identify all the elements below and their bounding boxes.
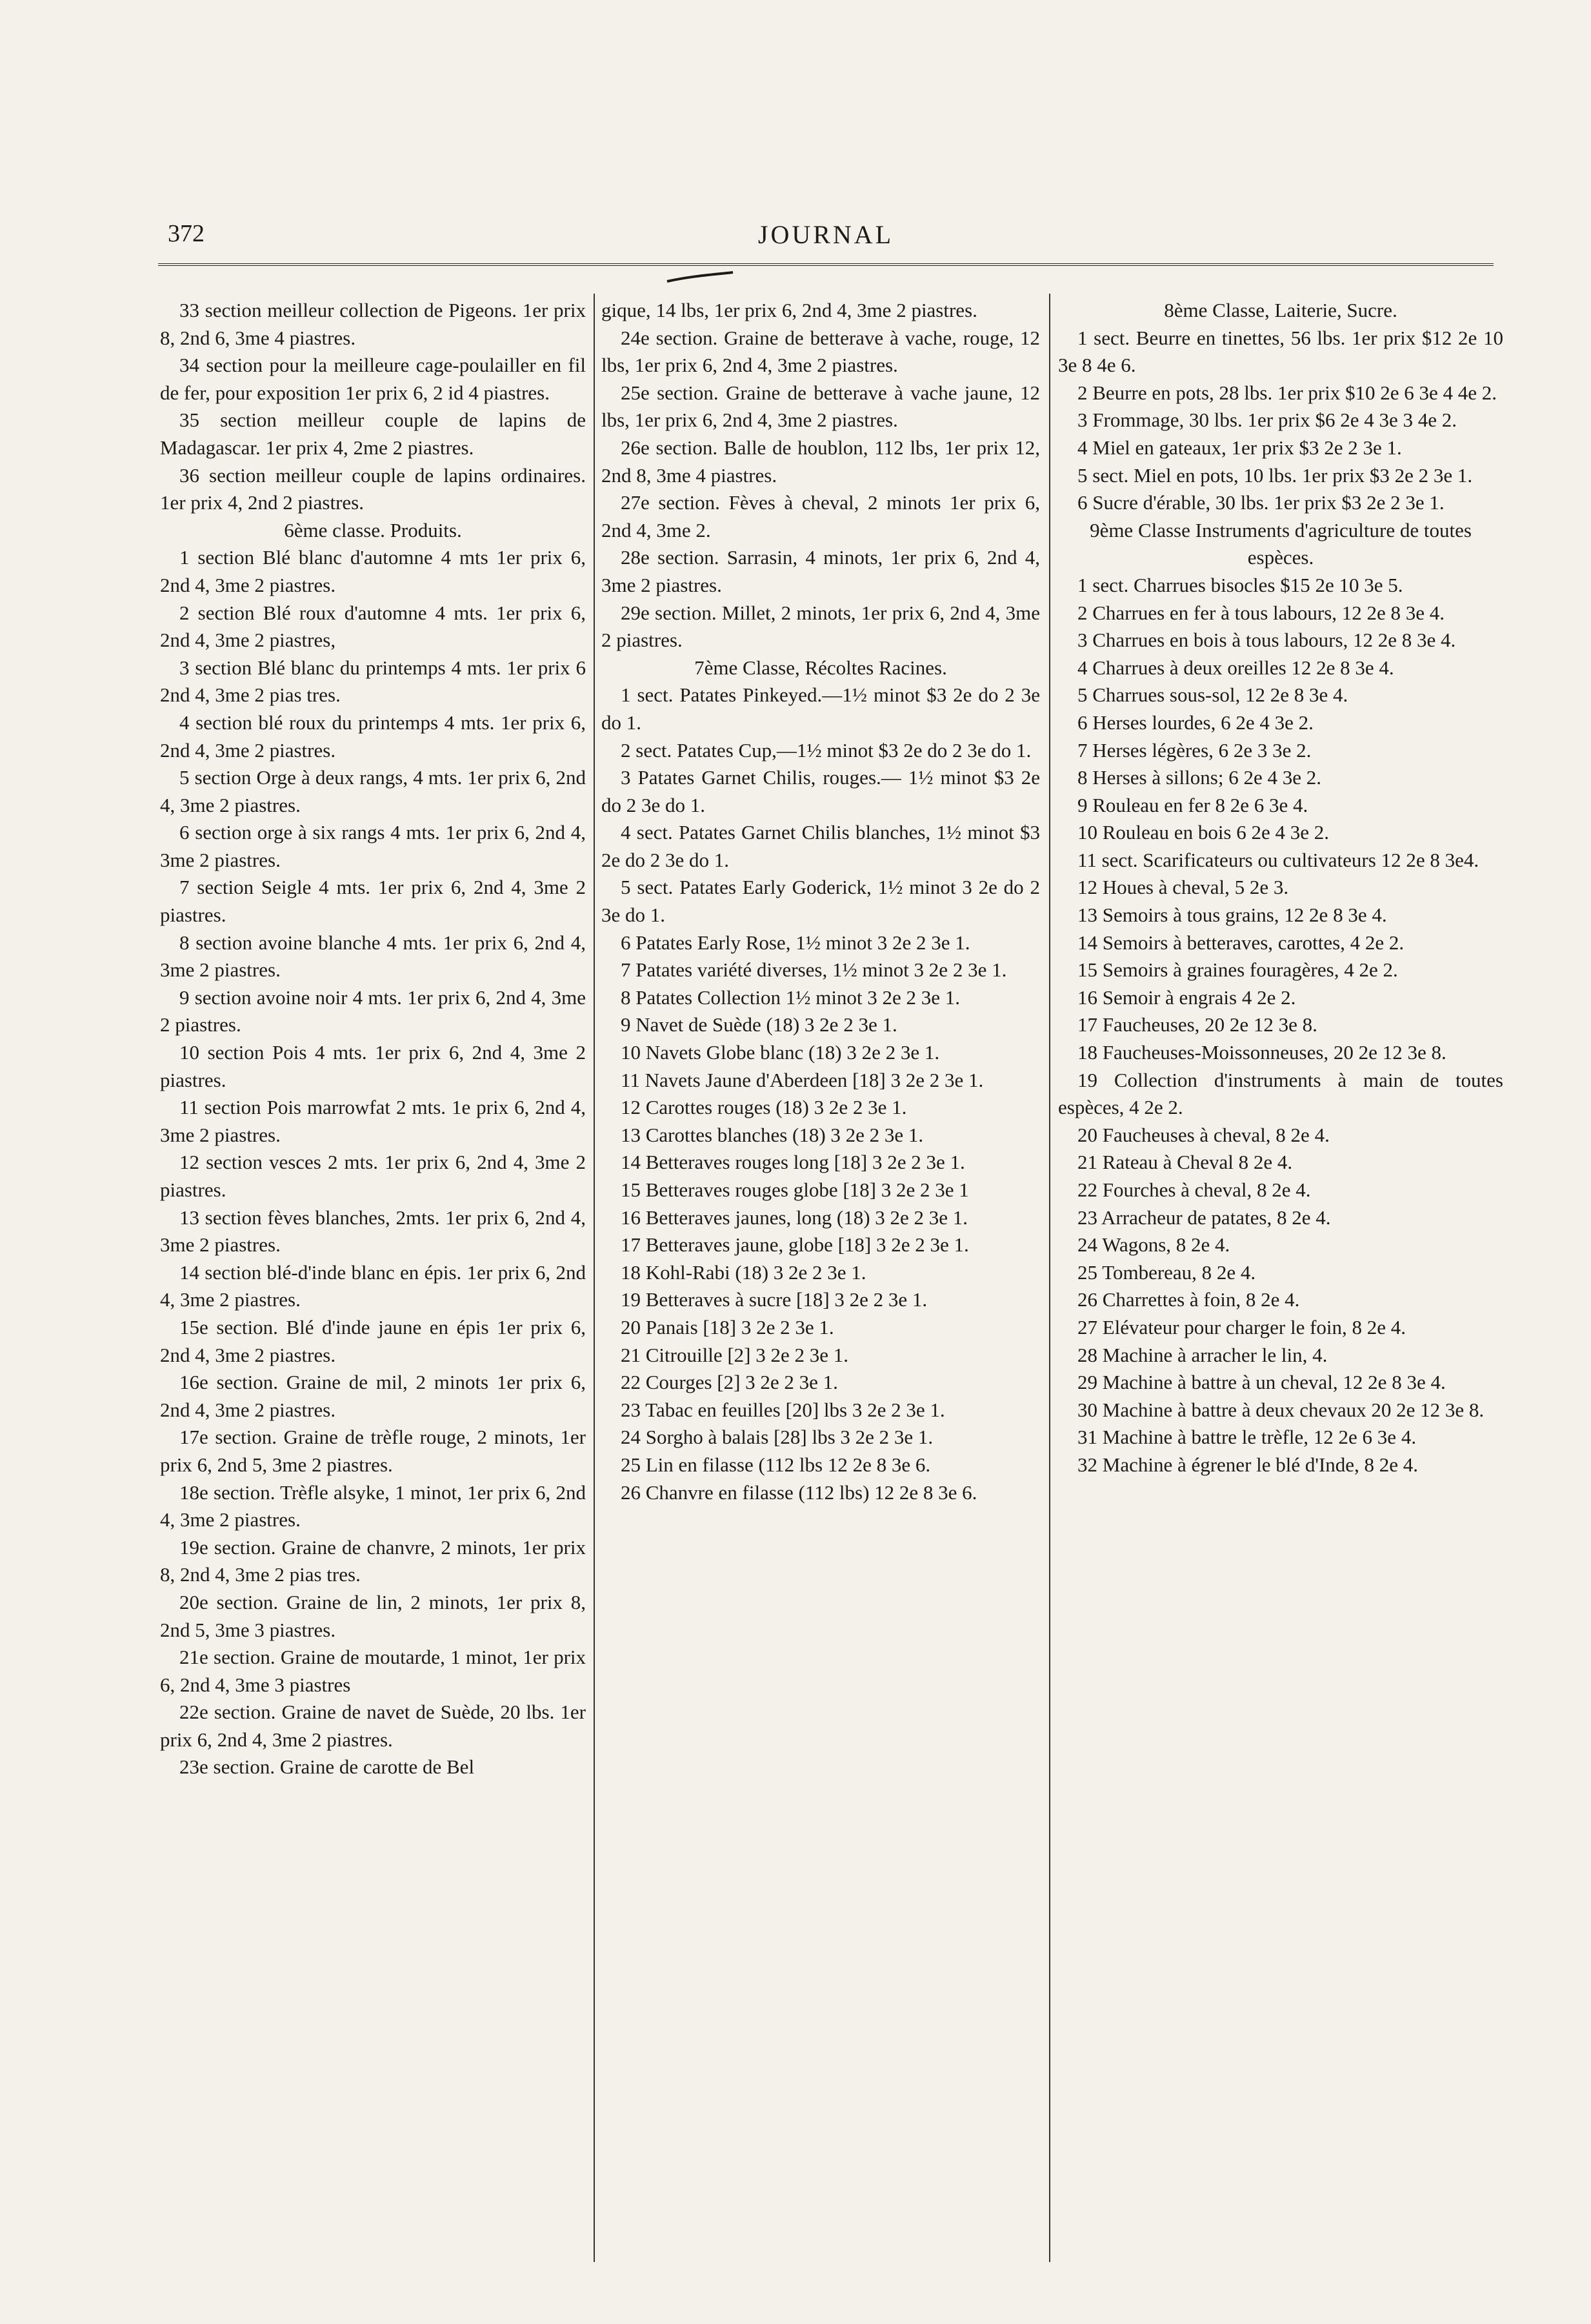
list-entry: 6 Patates Early Rose, 1½ minot 3 2e 2 3e 1. bbox=[621, 931, 970, 954]
list-entry: 24 Wagons, 8 2e 4. bbox=[1077, 1233, 1230, 1257]
list-entry: 2 Beurre en pots, 28 lbs. 1er prix $10 2e 6 3e 4 4e 2. bbox=[1077, 381, 1497, 404]
list-entry: 6 Sucre d'érable, 30 lbs. 1er prix $3 2e 2 3e 1. bbox=[1077, 491, 1445, 514]
list-entry: 10 Navets Globe blanc (18) 3 2e 2 3e 1. bbox=[621, 1041, 940, 1064]
list-entry: 13 section fèves blanches, 2mts. 1er prix 6, 2nd 4, 3me 2 piastres. bbox=[160, 1206, 586, 1257]
list-entry: 11 section Pois marrowfat 2 mts. 1e prix 6, 2nd 4, 3me 2 piastres. bbox=[160, 1096, 586, 1146]
list-entry: 21 Rateau à Cheval 8 2e 4. bbox=[1077, 1151, 1293, 1174]
list-entry: 36 section meilleur couple de lapins ordinaires. 1er prix 4, 2nd 2 piastres. bbox=[160, 463, 586, 514]
list-entry: 22 Courges [2] 3 2e 2 3e 1. bbox=[621, 1371, 838, 1394]
list-entry: 4 section blé roux du printemps 4 mts. 1er prix 6, 2nd 4, 3me 2 piastres. bbox=[160, 711, 586, 762]
list-entry: 35 section meilleur couple de lapins de Madagascar. 1er prix 4, 2me 2 piastres. bbox=[160, 409, 586, 459]
list-entry: 28e section. Sarrasin, 4 minots, 1er prix 6, 2nd 4, 3me 2 piastres. bbox=[601, 546, 1040, 596]
list-entry: 15 Betteraves rouges globe [18] 3 2e 2 3e 1 bbox=[621, 1178, 969, 1201]
header-rule bbox=[158, 263, 1494, 266]
list-entry: 29e section. Millet, 2 minots, 1er prix 6, 2nd 4, 3me 2 piastres. bbox=[601, 601, 1040, 652]
list-entry: 9 section avoine noir 4 mts. 1er prix 6, 2nd 4, 3me 2 piastres. bbox=[160, 985, 586, 1036]
list-entry: 2 section Blé roux d'automne 4 mts. 1er prix 6, 2nd 4, 3me 2 piastres, bbox=[160, 601, 586, 652]
list-entry: 18 Kohl-Rabi (18) 3 2e 2 3e 1. bbox=[621, 1260, 866, 1284]
list-entry: 5 sect. Patates Early Goderick, 1½ minot 3 2e do 2 3e do 1. bbox=[601, 876, 1040, 927]
list-entry: 26 Charrettes à foin, 8 2e 4. bbox=[1077, 1288, 1300, 1311]
list-entry: 4 sect. Patates Garnet Chilis blanches, 1½ minot $3 2e do 2 3e do 1. bbox=[601, 821, 1040, 871]
list-entry: 29 Machine à battre à un cheval, 12 2e 8 3e 4. bbox=[1077, 1371, 1446, 1394]
list-entry: 9 Rouleau en fer 8 2e 6 3e 4. bbox=[1077, 793, 1308, 816]
list-entry: 17 Betteraves jaune, globe [18] 3 2e 2 3e 1. bbox=[621, 1233, 969, 1257]
flourish-ornament bbox=[665, 271, 735, 284]
list-entry: 24e section. Graine de betterave à vache, rouge, 12 lbs, 1er prix 6, 2nd 4, 3me 2 piastres. bbox=[601, 326, 1040, 377]
column-right bbox=[1058, 297, 1503, 1479]
column-middle bbox=[601, 297, 1040, 1506]
column-left bbox=[160, 297, 586, 1781]
list-entry: 27 Elévateur pour charger le foin, 8 2e 4. bbox=[1077, 1315, 1406, 1339]
list-entry: 11 Navets Jaune d'Aberdeen [18] 3 2e 2 3e 1. bbox=[621, 1068, 984, 1091]
section-heading: 7ème Classe, Récoltes Racines. bbox=[694, 656, 947, 679]
list-entry: 25e section. Graine de betterave à vache jaune, 12 lbs, 1er prix 6, 2nd 4, 3me 2 piastres. bbox=[601, 381, 1040, 432]
list-entry: 34 section pour la meilleure cage-poulailler en fil de fer, pour exposition 1er prix 6, 2 id 4 piastres. bbox=[160, 354, 586, 404]
list-entry: 23 Arracheur de patates, 8 2e 4. bbox=[1077, 1206, 1331, 1229]
list-entry: 1 sect. Patates Pinkeyed.—1½ minot $3 2e do 2 3e do 1. bbox=[601, 683, 1040, 734]
list-entry: 3 Patates Garnet Chilis, rouges.— 1½ minot $3 2e do 2 3e do 1. bbox=[601, 766, 1040, 816]
list-entry: 1 sect. Beurre en tinettes, 56 lbs. 1er prix $12 2e 10 3e 8 4e 6. bbox=[1058, 326, 1503, 377]
list-entry: 10 section Pois 4 mts. 1er prix 6, 2nd 4, 3me 2 piastres. bbox=[160, 1041, 586, 1091]
list-entry: 1 sect. Charrues bisocles $15 2e 10 3e 5. bbox=[1077, 573, 1403, 596]
list-entry: 19 Betteraves à sucre [18] 3 2e 2 3e 1. bbox=[621, 1288, 928, 1311]
list-entry: 22 Fourches à cheval, 8 2e 4. bbox=[1077, 1178, 1311, 1201]
list-entry: 21e section. Graine de moutarde, 1 minot, 1er prix 6, 2nd 4, 3me 3 piastres bbox=[160, 1646, 586, 1696]
list-entry: 14 Semoirs à betteraves, carottes, 4 2e 2. bbox=[1077, 931, 1405, 954]
list-entry: 21 Citrouille [2] 3 2e 2 3e 1. bbox=[621, 1343, 848, 1366]
list-entry: 5 sect. Miel en pots, 10 lbs. 1er prix $3 2e 2 3e 1. bbox=[1077, 463, 1473, 487]
list-entry: 17 Faucheuses, 20 2e 12 3e 8. bbox=[1077, 1013, 1317, 1036]
column-divider bbox=[594, 294, 595, 2262]
list-entry: 3 Frommage, 30 lbs. 1er prix $6 2e 4 3e 3 4e 2. bbox=[1077, 409, 1457, 432]
list-entry: 19e section. Graine de chanvre, 2 minots, 1er prix 8, 2nd 4, 3me 2 pias tres. bbox=[160, 1535, 586, 1586]
list-entry: 5 section Orge à deux rangs, 4 mts. 1er prix 6, 2nd 4, 3me 2 piastres. bbox=[160, 766, 586, 816]
list-entry: 7 Herses légères, 6 2e 3 3e 2. bbox=[1077, 738, 1312, 762]
list-entry: 7 section Seigle 4 mts. 1er prix 6, 2nd 4, 3me 2 piastres. bbox=[160, 876, 586, 927]
section-heading: 8ème Classe, Laiterie, Sucre. bbox=[1164, 299, 1397, 321]
list-entry: 30 Machine à battre à deux chevaux 20 2e 12 3e 8. bbox=[1077, 1398, 1485, 1421]
list-entry: 12 section vesces 2 mts. 1er prix 6, 2nd 4, 3me 2 piastres. bbox=[160, 1151, 586, 1201]
list-entry: 10 Rouleau en bois 6 2e 4 3e 2. bbox=[1077, 821, 1330, 844]
list-entry: 13 Carottes blanches (18) 3 2e 2 3e 1. bbox=[621, 1123, 924, 1146]
list-entry: 28 Machine à arracher le lin, 4. bbox=[1077, 1343, 1328, 1366]
list-entry: 19 Collection d'instruments à main de toutes espèces, 4 2e 2. bbox=[1058, 1068, 1503, 1119]
page-number: 372 bbox=[168, 220, 205, 247]
list-entry: 32 Machine à égrener le blé d'Inde, 8 2e 4. bbox=[1077, 1453, 1419, 1476]
list-entry: 23 Tabac en feuilles [20] lbs 3 2e 2 3e 1. bbox=[621, 1398, 945, 1421]
list-entry: 20e section. Graine de lin, 2 minots, 1er prix 8, 2nd 5, 3me 3 piastres. bbox=[160, 1590, 586, 1641]
list-entry: 9 Navet de Suède (18) 3 2e 2 3e 1. bbox=[621, 1013, 897, 1036]
column-divider bbox=[1049, 294, 1050, 2262]
list-entry: 3 Charrues en bois à tous labours, 12 2e 8 3e 4. bbox=[1077, 629, 1456, 652]
list-entry: 11 sect. Scarificateurs ou cultivateurs 12 2e 8 3e4. bbox=[1077, 848, 1479, 871]
list-entry: 13 Semoirs à tous grains, 12 2e 8 3e 4. bbox=[1077, 904, 1387, 927]
list-entry: 3 section Blé blanc du printemps 4 mts. 1er prix 6 2nd 4, 3me 2 pias tres. bbox=[160, 656, 586, 707]
list-entry: 16e section. Graine de mil, 2 minots 1er prix 6, 2nd 4, 3me 2 piastres. bbox=[160, 1371, 586, 1421]
list-entry: 26 Chanvre en filasse (112 lbs) 12 2e 8 3e 6. bbox=[621, 1480, 977, 1504]
list-entry: 27e section. Fèves à cheval, 2 minots 1er prix 6, 2nd 4, 3me 2. bbox=[601, 491, 1040, 541]
list-entry: 8 Herses à sillons; 6 2e 4 3e 2. bbox=[1077, 766, 1321, 789]
list-entry: 6 section orge à six rangs 4 mts. 1er prix 6, 2nd 4, 3me 2 piastres. bbox=[160, 821, 586, 871]
list-entry: 25 Tombereau, 8 2e 4. bbox=[1077, 1260, 1256, 1284]
list-entry: 7 Patates variété diverses, 1½ minot 3 2e 2 3e 1. bbox=[621, 958, 1007, 982]
list-entry: 8 Patates Collection 1½ minot 3 2e 2 3e 1. bbox=[621, 985, 961, 1009]
list-entry: 14 section blé-d'inde blanc en épis. 1er prix 6, 2nd 4, 3me 2 piastres. bbox=[160, 1260, 586, 1311]
list-entry: 4 Miel en gateaux, 1er prix $3 2e 2 3e 1. bbox=[1077, 436, 1402, 459]
section-heading: 9ème Classe Instruments d'agriculture de toutes espèces. bbox=[1090, 518, 1472, 569]
list-entry: 12 Carottes rouges (18) 3 2e 2 3e 1. bbox=[621, 1096, 907, 1119]
list-entry: 16 Semoir à engrais 4 2e 2. bbox=[1077, 985, 1296, 1009]
list-entry: 18 Faucheuses-Moissonneuses, 20 2e 12 3e 8. bbox=[1077, 1041, 1446, 1064]
list-entry: 12 Houes à cheval, 5 2e 3. bbox=[1077, 876, 1289, 899]
list-entry: 6 Herses lourdes, 6 2e 4 3e 2. bbox=[1077, 711, 1314, 734]
list-entry: 22e section. Graine de navet de Suède, 20 lbs. 1er prix 6, 2nd 4, 3me 2 piastres. bbox=[160, 1701, 586, 1751]
page-header bbox=[168, 219, 1484, 258]
list-entry: 1 section Blé blanc d'automne 4 mts 1er prix 6, 2nd 4, 3me 2 piastres. bbox=[160, 546, 586, 596]
list-entry: 18e section. Trèfle alsyke, 1 minot, 1er prix 6, 2nd 4, 3me 2 piastres. bbox=[160, 1480, 586, 1531]
list-entry: 26e section. Balle de houblon, 112 lbs, 1er prix 12, 2nd 8, 3me 4 piastres. bbox=[601, 436, 1040, 487]
list-entry: 5 Charrues sous-sol, 12 2e 8 3e 4. bbox=[1077, 683, 1348, 707]
list-entry: 23e section. Graine de carotte de Bel bbox=[179, 1755, 475, 1779]
list-entry: 2 sect. Patates Cup,—1½ minot $3 2e do 2 3e do 1. bbox=[621, 738, 1032, 762]
list-entry: 16 Betteraves jaunes, long (18) 3 2e 2 3e 1. bbox=[621, 1206, 968, 1229]
list-entry: 17e section. Graine de trèfle rouge, 2 minots, 1er prix 6, 2nd 5, 3me 2 piastres. bbox=[160, 1426, 586, 1476]
list-entry: 33 section meilleur collection de Pigeons. 1er prix 8, 2nd 6, 3me 4 piastres. bbox=[160, 299, 586, 349]
list-entry: 8 section avoine blanche 4 mts. 1er prix 6, 2nd 4, 3me 2 piastres. bbox=[160, 931, 586, 982]
list-entry: 2 Charrues en fer à tous labours, 12 2e 8 3e 4. bbox=[1077, 601, 1445, 624]
list-entry: 25 Lin en filasse (112 lbs 12 2e 8 3e 6. bbox=[621, 1453, 931, 1476]
list-entry: gique, 14 lbs, 1er prix 6, 2nd 4, 3me 2 piastres. bbox=[601, 299, 977, 321]
running-title: JOURNAL bbox=[757, 220, 894, 249]
list-entry: 20 Faucheuses à cheval, 8 2e 4. bbox=[1077, 1123, 1330, 1146]
list-entry: 31 Machine à battre le trèfle, 12 2e 6 3e 4. bbox=[1077, 1426, 1417, 1449]
list-entry: 4 Charrues à deux oreilles 12 2e 8 3e 4. bbox=[1077, 656, 1394, 679]
list-entry: 14 Betteraves rouges long [18] 3 2e 2 3e 1. bbox=[621, 1151, 965, 1174]
list-entry: 15e section. Blé d'inde jaune en épis 1er prix 6, 2nd 4, 3me 2 piastres. bbox=[160, 1315, 586, 1366]
list-entry: 15 Semoirs à graines fouragères, 4 2e 2. bbox=[1077, 958, 1398, 982]
section-heading: 6ème classe. Produits. bbox=[284, 518, 462, 541]
list-entry: 24 Sorgho à balais [28] lbs 3 2e 2 3e 1. bbox=[621, 1426, 934, 1449]
list-entry: 20 Panais [18] 3 2e 2 3e 1. bbox=[621, 1315, 834, 1339]
